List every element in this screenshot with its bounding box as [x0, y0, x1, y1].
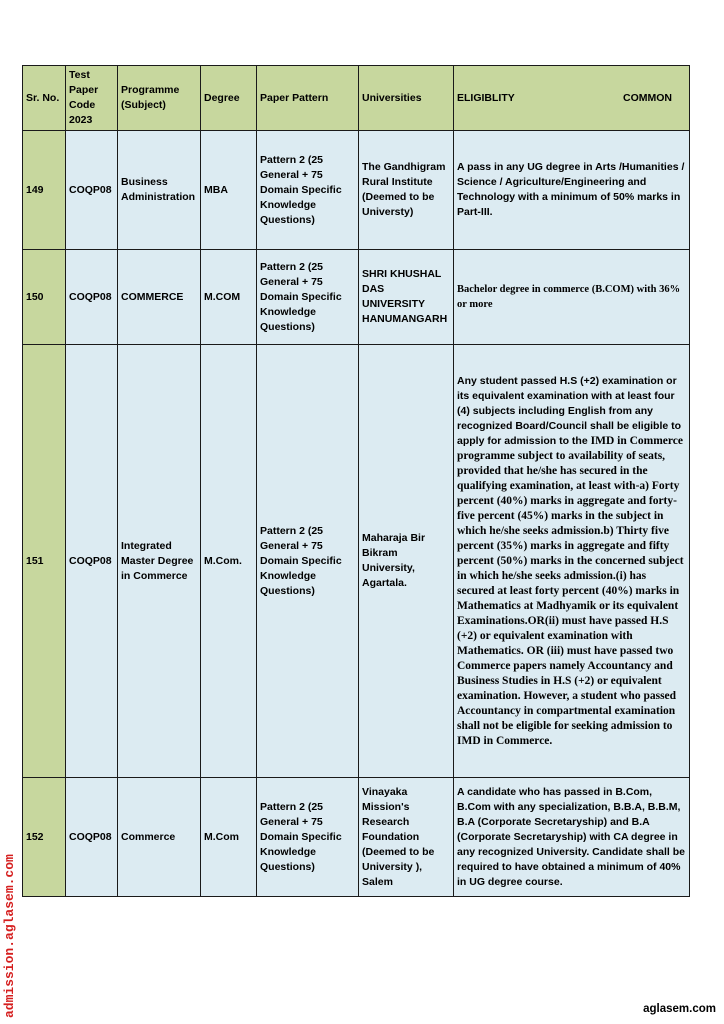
header-universities: Universities	[359, 66, 454, 131]
header-eligibility-label: ELIGIBLITY	[457, 91, 515, 104]
paper-code-cell: COQP08	[66, 778, 118, 897]
degree-cell: M.COM	[201, 250, 257, 345]
table-row	[23, 250, 690, 345]
paper-code-cell: COQP08	[66, 250, 118, 345]
header-degree: Degree	[201, 66, 257, 131]
programme-cell: Business Administration	[118, 131, 201, 250]
eligibility-cell: A pass in any UG degree in Arts /Humanities / Science / Agriculture/Engineering and Technology with a minimum of 50% marks in Part-III.	[454, 131, 690, 250]
header-paper-pattern: Paper Pattern	[257, 66, 359, 131]
footer-site-name: aglasem.com	[643, 1003, 716, 1015]
header-common-label: COMMON	[623, 91, 672, 104]
programme-cell: Integrated Master Degree in Commerce	[118, 345, 201, 778]
university-cell: Vinayaka Mission's Research Foundation (Deemed to be University ), Salem	[359, 778, 454, 897]
degree-cell: M.Com.	[201, 345, 257, 778]
header-sr-no: Sr. No.	[23, 66, 66, 131]
paper-pattern-cell: Pattern 2 (25 General + 75 Domain Specific Knowledge Questions)	[257, 778, 359, 897]
university-cell: SHRI KHUSHAL DAS UNIVERSITY HANUMANGARH	[359, 250, 454, 345]
sr-no-cell: 149	[23, 131, 66, 250]
header-row	[23, 66, 690, 131]
header-test-paper-code: Test Paper Code 2023	[66, 66, 118, 131]
watermark-text: admission.aglasem.com	[2, 854, 17, 1018]
university-cell: The Gandhigram Rural Institute (Deemed to be Universty)	[359, 131, 454, 250]
table-row	[23, 131, 690, 250]
university-cell: Maharaja Bir Bikram University, Agartala.	[359, 345, 454, 778]
table-row	[23, 778, 690, 897]
paper-code-cell: COQP08	[66, 345, 118, 778]
degree-cell: M.Com	[201, 778, 257, 897]
programme-cell: Commerce	[118, 778, 201, 897]
sr-no-cell: 151	[23, 345, 66, 778]
paper-pattern-cell: Pattern 2 (25 General + 75 Domain Specific Knowledge Questions)	[257, 131, 359, 250]
degree-cell: MBA	[201, 131, 257, 250]
eligibility-cell: Bachelor degree in commerce (B.COM) with 36% or more	[454, 250, 690, 345]
eligibility-table	[22, 65, 690, 897]
sr-no-cell: 152	[23, 778, 66, 897]
header-programme: Programme (Subject)	[118, 66, 201, 131]
eligibility-detail-text: IMD in Commerce programme subject to availability of seats, provided that he/she has secured in the qualifying examination, at least with-a) Forty percent (40%) marks in aggregate and forty-five percent (45%) marks in the subject in which he/she seeks admission.b) Thirty five percent (35%) marks in aggregate and fifty percent (50%) marks in the concerned subject in which he/she seeks admission.(i) has secured at least forty percent (40%) marks in Mathematics at Madhyamik or its equivalent Examinations.OR(ii) must have passed H.S (+2) or equivalent examination with Mathematics. OR (iii) must have passed two Commerce papers namely Accountancy and Business Studies in H.S (+2) or equivalent examination. However, a student who passed Accountancy in compartmental examination shall not be eligible for seeking admission to IMD in Commerce.	[457, 434, 684, 747]
sr-no-cell: 150	[23, 250, 66, 345]
eligibility-cell	[454, 345, 690, 778]
paper-pattern-cell: Pattern 2 (25 General + 75 Domain Specific Knowledge Questions)	[257, 250, 359, 345]
eligibility-cell: A candidate who has passed in B.Com, B.Com with any specialization, B.B.A, B.B.M, B.A (Corporate Secretaryship) and B.A (Corporate Secretaryship) with CA degree in any recognized University. Candidate shall be required to have obtained a minimum of 40% in UG degree course.	[454, 778, 690, 897]
programme-cell: COMMERCE	[118, 250, 201, 345]
header-eligibility	[454, 66, 690, 131]
table-row	[23, 345, 690, 778]
paper-code-cell: COQP08	[66, 131, 118, 250]
eligibility-intro-text: Any student passed H.S (+2) examination or its equivalent examination with at least four (4) subjects including English from any recognized Board/Council shall be eligible to apply for admission to the	[457, 374, 682, 447]
paper-pattern-cell: Pattern 2 (25 General + 75 Domain Specific Knowledge Questions)	[257, 345, 359, 778]
